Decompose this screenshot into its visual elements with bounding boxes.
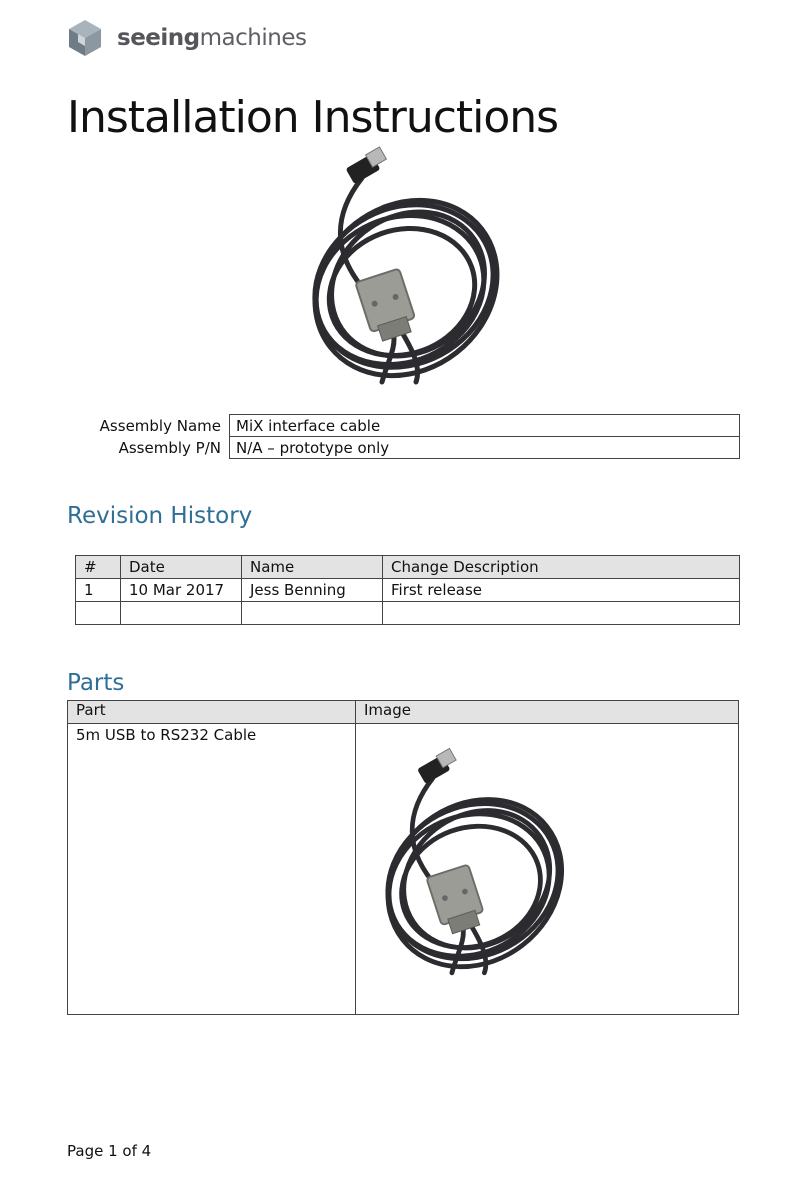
assembly-name-value: MiX interface cable [230, 415, 740, 437]
table-cell [242, 602, 383, 625]
assembly-info-table [67, 414, 740, 459]
table-cell: 10 Mar 2017 [121, 579, 242, 602]
table-cell: 1 [76, 579, 121, 602]
revision-header-row [76, 556, 740, 579]
logo-wordmark: seeingmachines [117, 25, 307, 51]
part-name-cell: 5m USB to RS232 Cable [68, 724, 356, 1015]
column-header: Image [356, 701, 739, 724]
column-header: Name [242, 556, 383, 579]
column-header: # [76, 556, 121, 579]
table-cell: Jess Benning [242, 579, 383, 602]
table-cell [383, 602, 740, 625]
revision-history-heading: Revision History [67, 503, 253, 529]
assembly-name-label: Assembly Name [99, 416, 221, 435]
table-cell: First release [383, 579, 740, 602]
table-cell [121, 602, 242, 625]
parts-heading: Parts [67, 670, 125, 696]
cube-logo-icon [67, 18, 103, 58]
column-header: Date [121, 556, 242, 579]
assembly-pn-row [67, 437, 740, 459]
assembly-pn-value: N/A – prototype only [230, 437, 740, 459]
table-row [76, 579, 740, 602]
part-image-cell [356, 724, 739, 1015]
table-row [76, 602, 740, 625]
assembly-name-row [67, 415, 740, 437]
column-header: Part [68, 701, 356, 724]
parts-table [67, 700, 739, 1015]
revision-history-table [75, 555, 740, 625]
company-logo [67, 18, 306, 58]
cable-photo [366, 746, 576, 982]
column-header: Change Description [383, 556, 740, 579]
page-number: Page 1 of 4 [67, 1142, 152, 1160]
cable-photo [292, 146, 512, 390]
table-cell [76, 602, 121, 625]
assembly-pn-label: Assembly P/N [118, 438, 221, 457]
document-title: Installation Instructions [67, 92, 559, 143]
table-row [68, 724, 739, 1015]
parts-header-row [68, 701, 739, 724]
